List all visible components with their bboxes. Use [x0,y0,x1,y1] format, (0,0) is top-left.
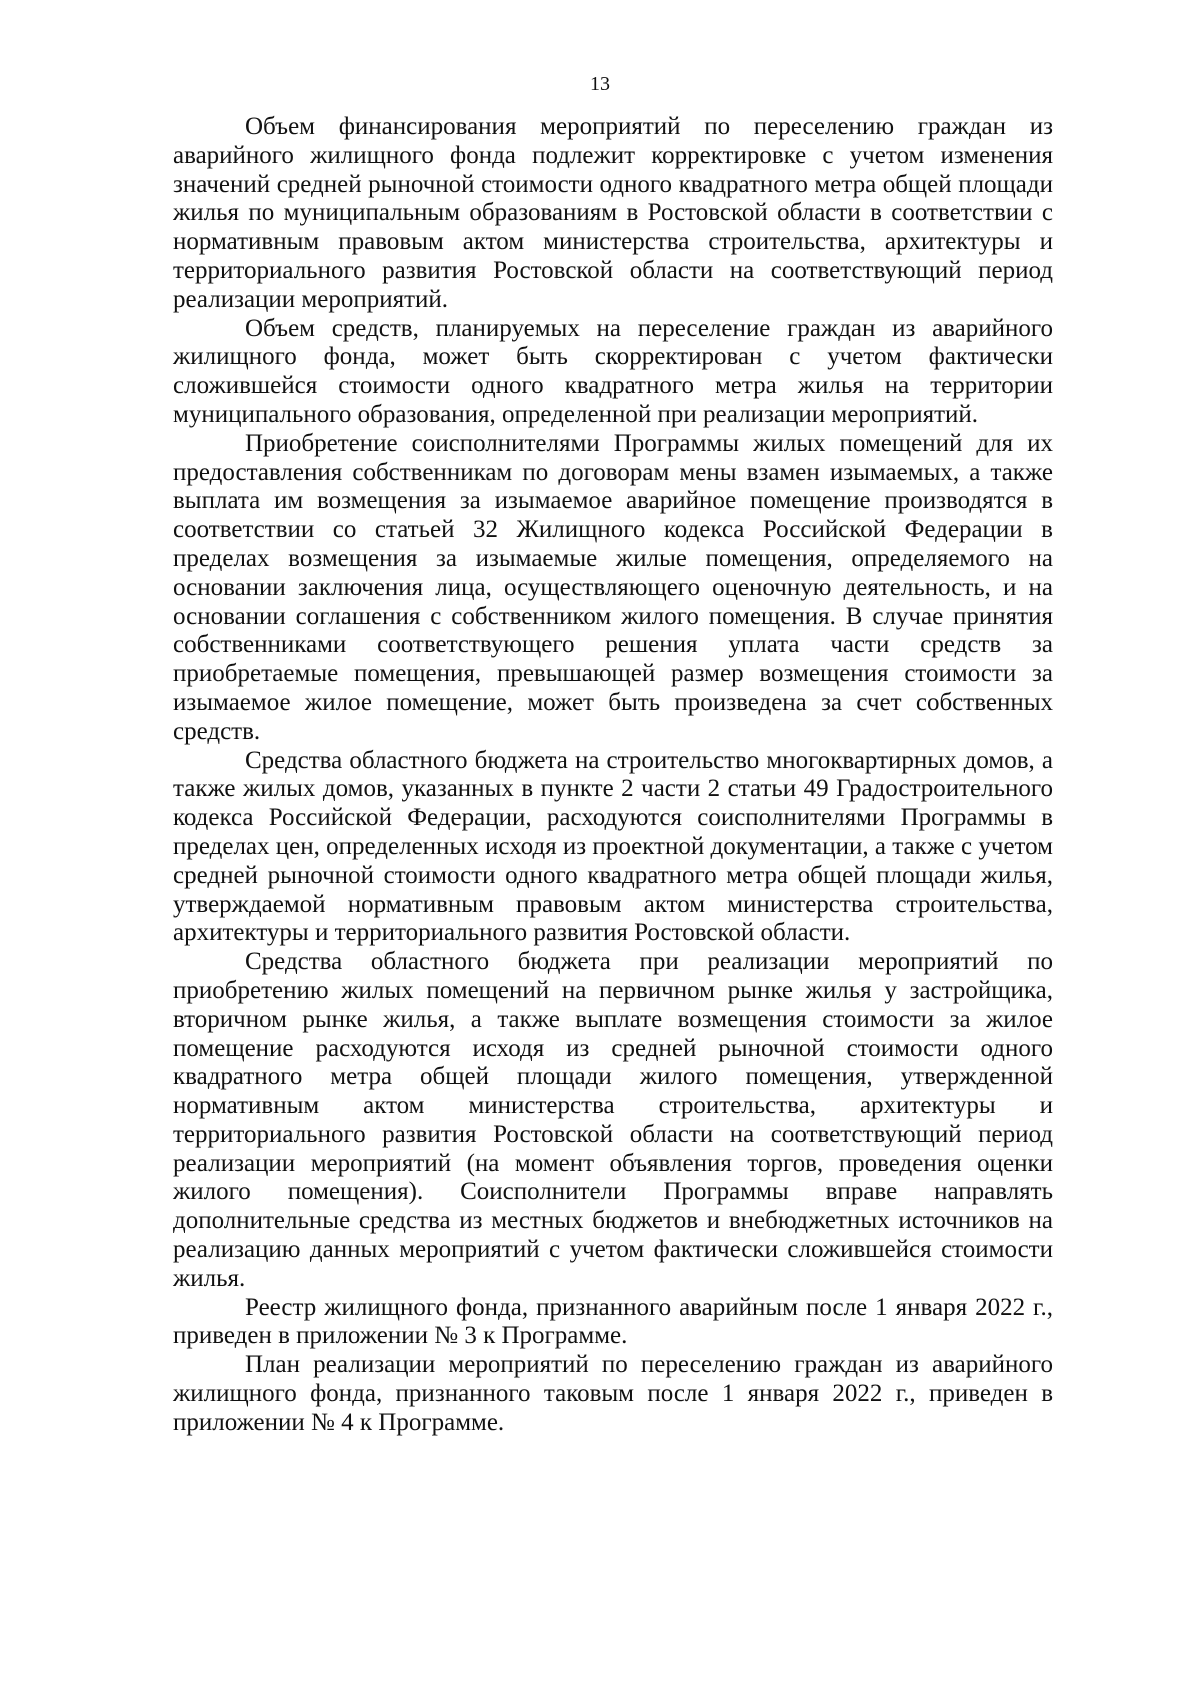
paragraph-housing-acquisition: Приобретение соисполнителями Программы жилых помещений для их предоставления собственникам по договорам мены взамен изымаемых, а также выплата им возмещения за изымаемое аварийное помещение производятся в соответствии со статьей 32 Жилищного кодекса Российской Федерации в пределах возмещения за изымаемые жилые помещения, определяемого на основании заключения лица, осуществляющего оценочную деятельность, и на основании соглашения с собственником жилого помещения. В случае принятия собственниками соответствующего решения уплата части средств за приобретаемые помещения, превышающей размер возмещения стоимости за изымаемое жилое помещение, может быть произведена за счет собственных средств. [173,429,1053,745]
paragraph-construction-funds: Средства областного бюджета на строительство многоквартирных домов, а также жилых домов, указанных в пункте 2 части 2 статьи 49 Градостроительного кодекса Российской Федерации, расходуются соисполнителями Программы в пределах цен, определенных исходя из проектной документации, а также с учетом средней рыночной стоимости одного квадратного метра общей площади жилья, утверждаемой нормативным правовым актом министерства строительства, архитектуры и территориального развития Ростовской области. [173,746,1053,947]
page-number: 13 [590,73,610,95]
paragraph-funding-volume: Объем финансирования мероприятий по переселению граждан из аварийного жилищного фонда подлежит корректировке с учетом изменения значений средней рыночной стоимости одного квадратного метра общей площади жилья по муниципальным образованиям в Ростовской области в соответствии с нормативным правовым актом министерства строительства, архитектуры и территориального развития Ростовской области на соответствующий период реализации мероприятий. [173,113,1053,313]
document-body [173,113,1053,1438]
paragraph-registry-reference: Реестр жилищного фонда, признанного аварийным после 1 января 2022 г., приведен в приложении № 3 к Программе. [173,1293,1053,1350]
paragraph-purchase-funds: Средства областного бюджета при реализации мероприятий по приобретению жилых помещений на первичном рынке жилья у застройщика, вторичном рынке жилья, а также выплате возмещения стоимости за жилое помещение расходуются исходя из средней рыночной стоимости одного квадратного метра общей площади жилого помещения, утвержденной нормативным актом министерства строительства, архитектуры и территориального развития Ростовской области на соответствующий период реализации мероприятий (на момент объявления торгов, проведения оценки жилого помещения). Соисполнители Программы вправе направлять дополнительные средства из местных бюджетов и внебюджетных источников на реализацию данных мероприятий с учетом фактически сложившейся стоимости жилья. [173,948,1053,1292]
paragraph-plan-reference: План реализации мероприятий по переселению граждан из аварийного жилищного фонда, признанного таковым после 1 января 2022 г., приведен в приложении № 4 к Программе. [173,1351,1053,1436]
paragraph-funds-adjustment: Объем средств, планируемых на переселение граждан из аварийного жилищного фонда, может быть скорректирован с учетом фактически сложившейся стоимости одного квадратного метра жилья на территории муниципального образования, определенной при реализации мероприятий. [173,314,1053,428]
